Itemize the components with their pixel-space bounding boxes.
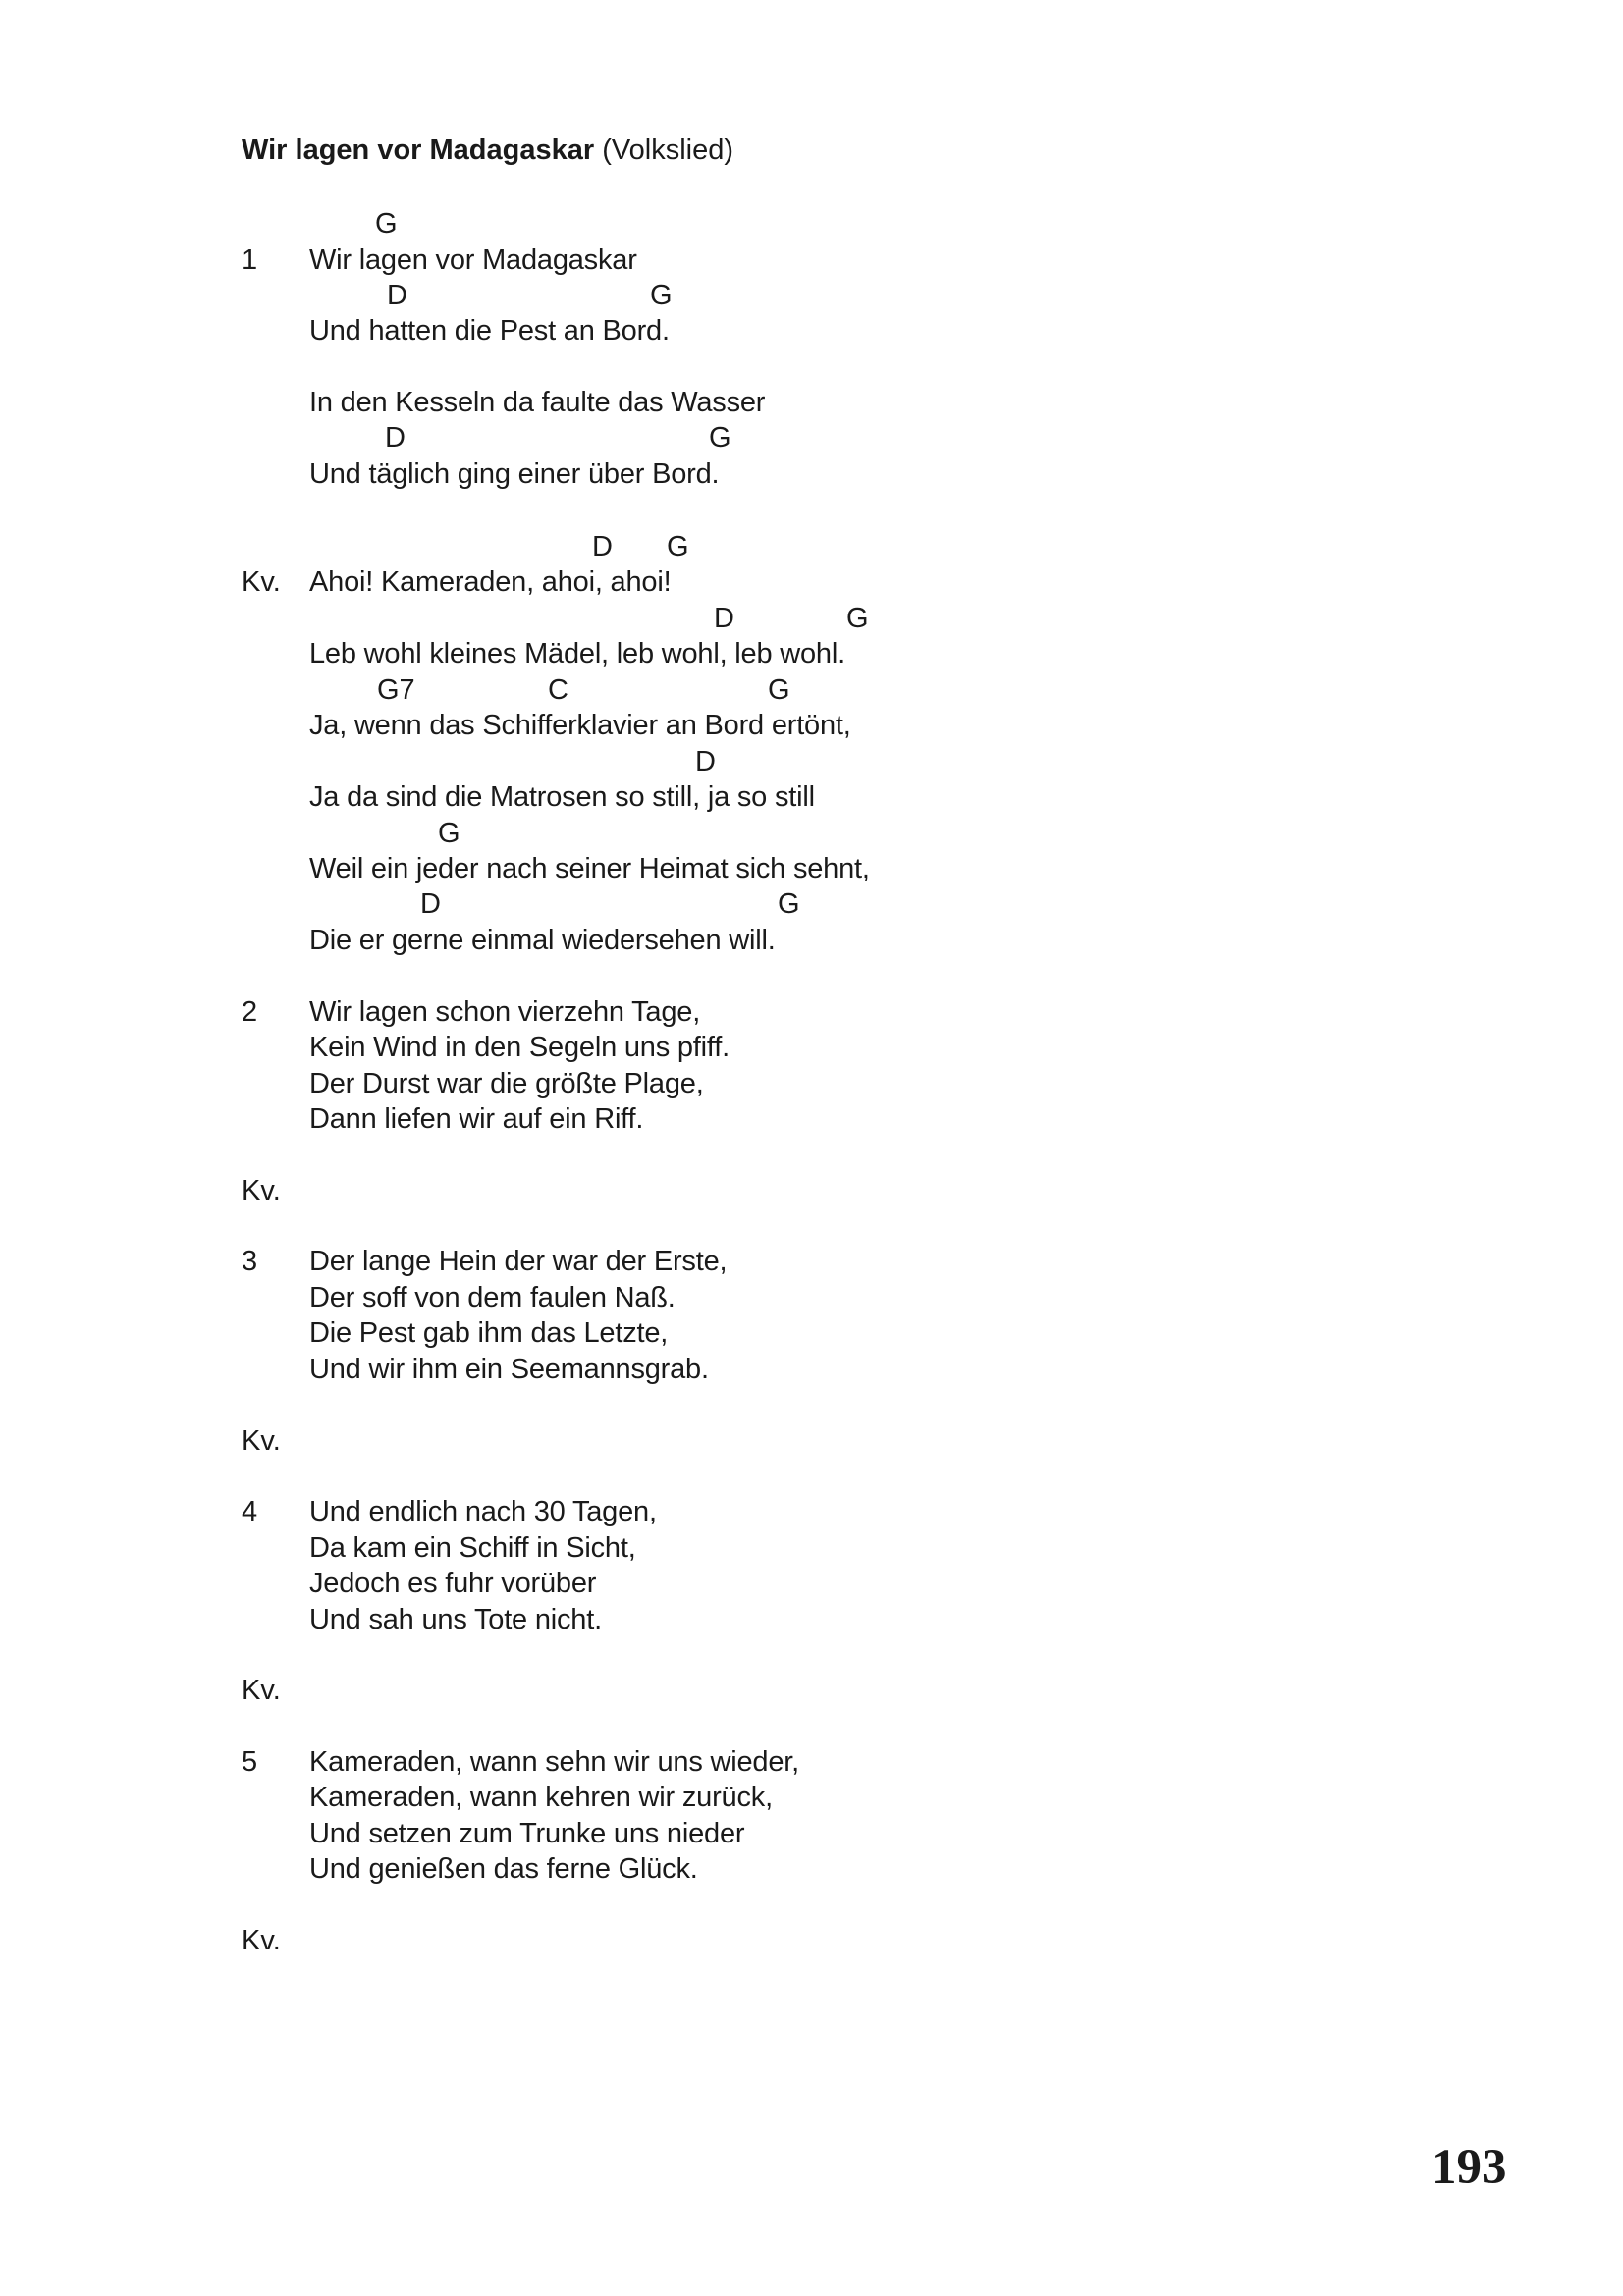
verse-number: 5	[242, 1746, 258, 1778]
song-title	[242, 131, 733, 170]
lyric-line: Ja da sind die Matrosen so still, ja so still	[309, 781, 815, 813]
lyric-line: Kameraden, wann kehren wir zurück,	[309, 1782, 773, 1813]
lyric-line: Wir lagen vor Madagaskar	[309, 244, 637, 276]
chord: G	[667, 531, 689, 562]
lyric-line: Und hatten die Pest an Bord.	[309, 315, 670, 347]
chord: G	[709, 422, 731, 454]
chord: G	[778, 888, 800, 920]
chord: G	[375, 208, 398, 240]
lyric-line: Wir lagen schon vierzehn Tage,	[309, 996, 701, 1028]
lyric-line: Die Pest gab ihm das Letzte,	[309, 1317, 669, 1349]
lyric-line: Und setzen zum Trunke uns nieder	[309, 1818, 745, 1849]
refrain-label: Kv.	[242, 566, 281, 598]
lyric-line: Da kam ein Schiff in Sicht,	[309, 1532, 636, 1564]
lyric-line: Und endlich nach 30 Tagen,	[309, 1496, 657, 1527]
lyric-line: Ahoi! Kameraden, ahoi, ahoi!	[309, 566, 672, 598]
lyric-line: Leb wohl kleines Mädel, leb wohl, leb wohl.	[309, 638, 845, 669]
lyric-line: Die er gerne einmal wiedersehen will.	[309, 925, 776, 956]
lyric-line: Und genießen das ferne Glück.	[309, 1853, 698, 1885]
lyric-line: Kein Wind in den Segeln uns pfiff.	[309, 1032, 730, 1063]
lyric-line: Der Durst war die größte Plage,	[309, 1068, 704, 1099]
lyric-line: Ja, wenn das Schifferklavier an Bord ertönt,	[309, 710, 851, 741]
song-title-main: Wir lagen vor Madagaskar	[242, 134, 595, 166]
refrain-reference: Kv.	[242, 1425, 281, 1457]
chord: G	[768, 674, 790, 706]
verse-number: 4	[242, 1496, 258, 1527]
lyric-line: In den Kesseln da faulte das Wasser	[309, 387, 766, 418]
verse-number: 2	[242, 996, 258, 1028]
lyric-line: Der soff von dem faulen Naß.	[309, 1282, 676, 1313]
lyric-line: Weil ein jeder nach seiner Heimat sich sehnt,	[309, 853, 870, 884]
chord: D	[695, 746, 716, 777]
refrain-reference: Kv.	[242, 1675, 281, 1706]
chord: G	[846, 603, 869, 634]
lyric-line: Und täglich ging einer über Bord.	[309, 458, 720, 490]
lyric-line: Der lange Hein der war der Erste,	[309, 1246, 728, 1277]
lyric-line: Kameraden, wann sehn wir uns wieder,	[309, 1746, 799, 1778]
chord: G	[438, 818, 460, 849]
chord: D	[714, 603, 734, 634]
lyric-line: Dann liefen wir auf ein Riff.	[309, 1103, 644, 1135]
lyric-line: Jedoch es fuhr vorüber	[309, 1568, 597, 1599]
chord: G	[650, 280, 673, 311]
chord: C	[548, 674, 568, 706]
song-title-sub: (Volkslied)	[602, 134, 733, 166]
refrain-reference: Kv.	[242, 1925, 281, 1956]
lyric-line: Und wir ihm ein Seemannsgrab.	[309, 1354, 709, 1385]
chord: G7	[377, 674, 415, 706]
refrain-reference: Kv.	[242, 1175, 281, 1206]
chord: D	[385, 422, 406, 454]
page-number: 193	[1432, 2140, 1507, 2195]
chord: D	[592, 531, 613, 562]
verse-number: 1	[242, 244, 258, 276]
lyric-line: Und sah uns Tote nicht.	[309, 1604, 602, 1635]
chord: D	[387, 280, 407, 311]
chord: D	[420, 888, 441, 920]
verse-number: 3	[242, 1246, 258, 1277]
